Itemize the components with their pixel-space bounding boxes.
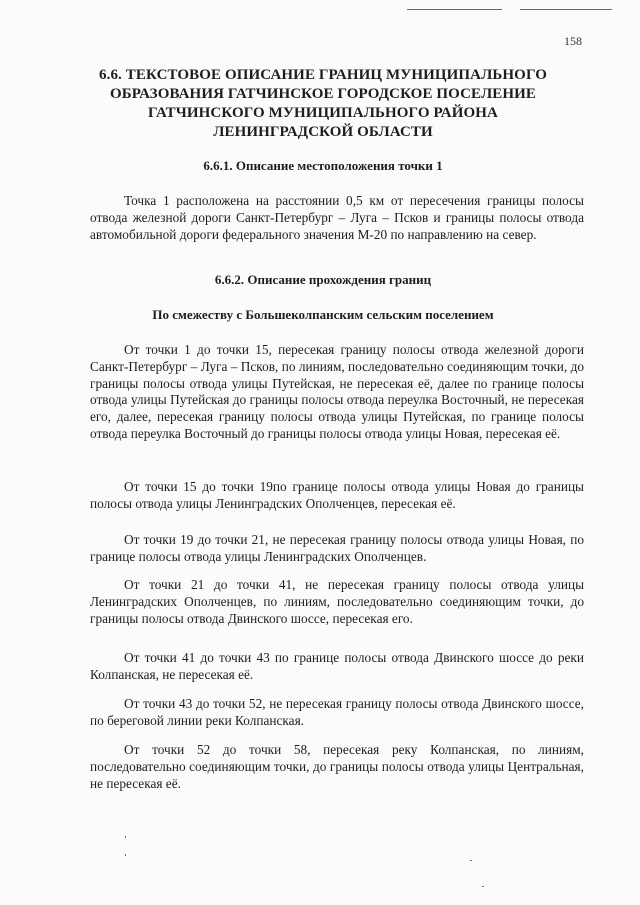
scan-speck bbox=[125, 836, 126, 838]
section-1-paragraph: Точка 1 расположена на расстоянии 0,5 км от пересечения границы полосы отвода железной дороги Санкт-Петербург – Луга – Псков и границы полосы отвода автомобильной дороги федерального значения М-20 по направлению на север. bbox=[90, 193, 584, 242]
scan-artifact-line bbox=[520, 9, 612, 10]
scan-speck bbox=[482, 886, 484, 887]
scan-artifact-line bbox=[407, 9, 502, 10]
boundary-paragraph: От точки 52 до точки 58, пересекая реку Колпанская, по линиям, последовательно соединяющим точки, до границы полосы отвода улицы Центральная, не пересекая её. bbox=[90, 742, 584, 791]
boundary-paragraph: От точки 21 до точки 41, не пересекая границу полосы отвода улицы Ленинградских Ополченцев, по линиям, последовательно соединяющим точки, до границы полосы отвода Двинского шоссе, пересекая его. bbox=[90, 577, 584, 626]
boundary-paragraph: От точки 19 до точки 21, не пересекая границу полосы отвода улицы Новая, по границе полосы отвода улицы Ленинградских Ополченцев. bbox=[90, 532, 584, 564]
page-number: 158 bbox=[564, 34, 582, 48]
boundary-paragraph: От точки 43 до точки 52, не пересекая границу полосы отвода Двинского шоссе, по береговой линии реки Колпанская. bbox=[90, 696, 584, 728]
document-heading: 6.6. ТЕКСТОВОЕ ОПИСАНИЕ ГРАНИЦ МУНИЦИПАЛЬНОГО ОБРАЗОВАНИЯ ГАТЧИНСКОЕ ГОРОДСКОЕ ПОСЕЛЕНИЕ ГАТЧИНСКОГО МУНИЦИПАЛЬНОГО РАЙОНА ЛЕНИНГРАДСКОЙ ОБЛАСТИ bbox=[99, 67, 547, 140]
scan-speck bbox=[125, 854, 126, 856]
boundary-paragraph: От точки 1 до точки 15, пересекая границу полосы отвода железной дороги Санкт-Петербург – Луга – Псков, по линиям, последовательно соединяющим точки, до границы полосы отвода улицы Путейская, не пересекая её, далее по границе полосы отвода улицы Путейская до границы полосы отвода переулка Восточный, не пересекая его, далее, пересекая границу полосы отвода улицы Путейская, по границе полосы отвода переулка Восточный до границы полосы отвода улицы Новая, пересекая её. bbox=[90, 342, 584, 441]
boundary-paragraph: От точки 41 до точки 43 по границе полосы отвода Двинского шоссе до реки Колпанская, не пересекая её. bbox=[90, 650, 584, 682]
subsection-title: По смежеству с Большеколпанским сельским поселением bbox=[152, 307, 494, 322]
scan-speck bbox=[470, 860, 472, 861]
boundary-paragraph: От точки 15 до точки 19по границе полосы отвода улицы Новая до границы полосы отвода улицы Ленинградских Ополченцев, пересекая её. bbox=[90, 479, 584, 511]
section-1-title: 6.6.1. Описание местоположения точки 1 bbox=[203, 158, 443, 173]
section-2-title: 6.6.2. Описание прохождения границ bbox=[214, 272, 432, 287]
